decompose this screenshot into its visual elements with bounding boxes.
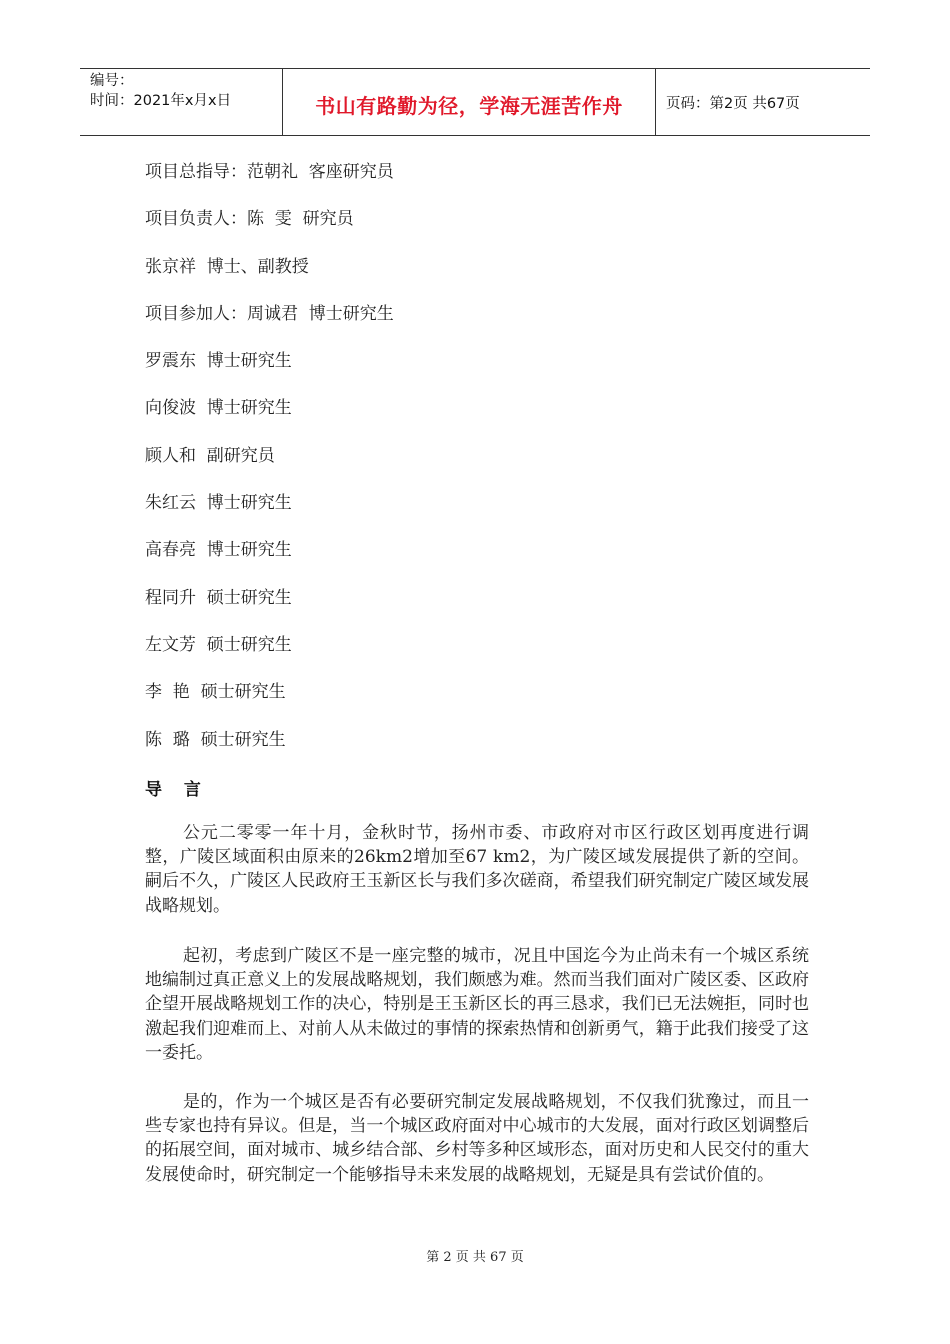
staff-item: 项目参加人：周诚君 博士研究生 xyxy=(145,303,394,324)
staff-item: 项目总指导：范朝礼 客座研究员 xyxy=(145,162,394,182)
code-label: 编号： xyxy=(90,73,134,89)
staff-item: 陈 璐 硕士研究生 xyxy=(145,729,286,750)
staff-item: 李 艳 硕士研究生 xyxy=(145,682,286,703)
time-label: 时间：2021年x月x日 xyxy=(90,93,232,109)
staff-item: 顾人和 副研究员 xyxy=(145,445,275,466)
staff-item: 程同升 硕士研究生 xyxy=(145,587,292,608)
header-page-info: 页码：第2页 共67页 xyxy=(666,95,800,112)
paragraph: 公元二零零一年十月，金秋时节，扬州市委、市政府对市区行政区划再度进行调整，广陵区域面积由原来的26km2增加至67 km2，为广陵区域发展提供了新的空间。嗣后不久，广陵区人民政府王玉新区长与我们多次磋商，希望我们研究制定广陵区域发展战略规划。 xyxy=(145,823,809,916)
header-motto-cell xyxy=(282,69,656,135)
staff-item: 罗震东 博士研究生 xyxy=(145,351,292,372)
section-title: 导 言 xyxy=(145,780,209,800)
staff-item: 朱红云 博士研究生 xyxy=(145,493,292,514)
staff-item: 项目负责人：陈 雯 研究员 xyxy=(145,209,354,230)
motto: 书山有路勤为径，学海无涯苦作舟 xyxy=(315,93,623,118)
staff-item: 向俊波 博士研究生 xyxy=(145,398,292,419)
staff-list xyxy=(145,160,394,775)
page-header xyxy=(80,68,870,136)
staff-item: 高春亮 博士研究生 xyxy=(145,540,292,561)
paragraph: 起初，考虑到广陵区不是一座完整的城市，况且中国迄今为止尚未有一个城区系统地编制过真正意义上的发展战略规划，我们颇感为难。然而当我们面对广陵区委、区政府企望开展战略规划工作的决心，特别是王玉新区长的再三恳求，我们已无法婉拒，同时也激起我们迎难而上、对前人从未做过的事情的探索热情和创新勇气，籍于此我们接受了这一委托。 xyxy=(145,946,809,1063)
page-footer: 第 2 页 共 67 页 xyxy=(426,1250,524,1265)
staff-item: 张京祥 博士、副教授 xyxy=(145,256,309,277)
paragraph: 是的，作为一个城区是否有必要研究制定发展战略规划，不仅我们犹豫过，而且一些专家也持有异议。但是，当一个城区政府面对中心城市的大发展，面对行政区划调整后的拓展空间，面对城市、城乡结合部、乡村等多种区域形态，面对历史和人民交付的重大发展使命时，研究制定一个能够指导未来发展的战略规划，无疑是具有尝试价值的。 xyxy=(145,1092,809,1185)
header-meta xyxy=(80,69,282,135)
staff-item: 左文芳 硕士研究生 xyxy=(145,634,292,655)
